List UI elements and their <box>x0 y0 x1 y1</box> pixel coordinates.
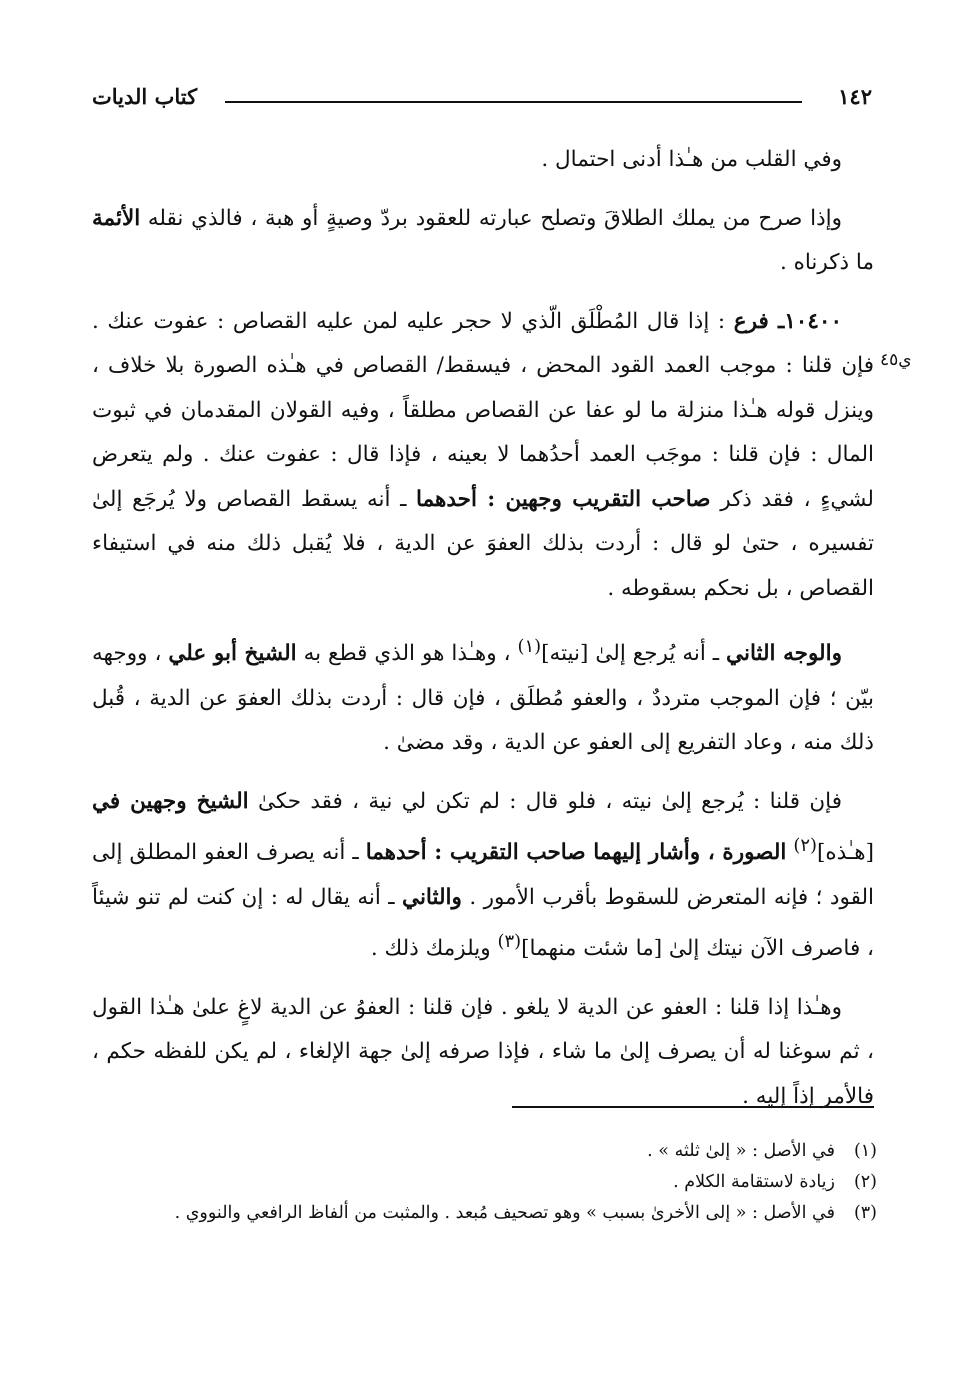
section-number: ١٠٤٠٠ـ فرع <box>733 308 842 334</box>
paragraph-6 <box>92 986 874 1120</box>
footnote-number: (١) <box>853 1141 877 1161</box>
paragraph-2-text-end: ما ذكرناه . <box>779 250 874 275</box>
paragraph-5-text: ـ أنه يقال له : إن كنت لم تنو شيئاً ، فاصرف الآن نيتك إلىٰ [ما شئت منهما] <box>92 884 874 962</box>
paragraph-1-text: وفي القلب من هـٰذا أدنى احتمال . <box>541 147 842 172</box>
footnote-number: (٣) <box>853 1203 877 1223</box>
bold-term: الأئمة <box>92 205 141 231</box>
paragraph-5 <box>92 780 874 972</box>
paragraph-3 <box>92 300 874 612</box>
paragraph-1 <box>92 138 874 183</box>
footnotes <box>92 1136 877 1229</box>
paragraph-5-text: [هـٰذه] <box>817 840 874 866</box>
margin-page-reference: ي٤٥ <box>880 350 912 370</box>
main-text <box>92 138 874 1133</box>
footnote-text: في الأصل : « إلى الأخرىٰ بسبب » وهو تصحيف مُبعد . والمثبت من ألفاظ الرافعي والنووي . <box>174 1203 835 1223</box>
page-header <box>92 82 872 122</box>
bold-term: والوجه الثاني <box>726 641 842 667</box>
paragraph-4-text: ، وهـٰذا هو الذي قطع به <box>303 641 511 667</box>
paragraph-4-text-end: ، ووجهه بيّن ؛ فإن الموجب مترددٌ ، والعفو مُطلَق ، فإن قال : أردت بذلك العفوَ عن الدية ، قُبل ذلك منه ، وعاد التفريع إلى العفو عن الدية ، وقد مضىٰ . <box>92 641 874 756</box>
bold-term: صاحب التقريب وجهين : أحدهما <box>416 486 711 512</box>
paragraph-2 <box>92 197 874 286</box>
footnote <box>92 1136 877 1167</box>
paragraph-5-text-end: ويلزمك ذلك . <box>370 936 491 962</box>
header-rule <box>225 101 802 103</box>
bold-term: الصورة ، وأشار إليهما صاحب التقريب : أحدهما <box>365 840 787 866</box>
footnote-text: زيادة لاستقامة الكلام . <box>673 1172 835 1192</box>
footnote-ref: (٢) <box>793 835 818 857</box>
footnote-number: (٢) <box>853 1172 877 1192</box>
paragraph-5-text: ـ أنه يصرف العفو المطلق إلى القود ؛ فإنه المتعرض للسقوط بأقرب الأمور . <box>92 840 874 910</box>
footnote <box>92 1167 877 1198</box>
footnote <box>92 1198 877 1229</box>
paragraph-3-text-end: ـ أنه يسقط القصاص ولا يُرجَع إلىٰ تفسيره ، حتىٰ لو قال : أردت بذلك العفوَ عن الدية ، فلا يُقبل ذلك منه في استيفاء القصاص ، بل نحكم بسقوطه . <box>92 486 874 601</box>
bold-term: والثاني <box>402 884 462 910</box>
paragraph-2-text: وإذا صرح من يملك الطلاقَ وتصلح عبارته للعقود بردّ وصيةٍ أو هبة ، فالذي نقله <box>147 205 842 231</box>
paragraph-6-text: وهـٰذا إذا قلنا : العفو عن الدية لا يلغو . فإن قلنا : العفوُ عن الدية لاغٍ علىٰ هـٰذا القول ، ثم سوغنا له أن يصرف إلىٰ ما شاء ، فإذا صرفه إلىٰ جهة الإلغاء ، لم يكن للفظه حكم ، فالأمر إذاً إليه . <box>92 994 874 1109</box>
book-title: كتاب الديات <box>92 84 198 109</box>
page-number: ١٤٢ <box>838 84 872 109</box>
paragraph-5-text: فإن قلنا : يُرجع إلىٰ نيته ، فلو قال : لم تكن لي نية ، فقد حكىٰ <box>257 788 842 814</box>
footnote-text: في الأصل : « إلىٰ ثلثه » . <box>647 1141 835 1161</box>
paragraph-4-text: ـ أنه يُرجع إلىٰ [نيته] <box>541 641 720 667</box>
paragraph-4 <box>92 625 874 766</box>
footnote-divider <box>512 1106 874 1108</box>
footnote-ref: (١) <box>517 636 542 657</box>
footnote-ref: (٣) <box>497 931 522 953</box>
paragraph-3-text: : إذا قال المُطْلَق الّذي لا حجر عليه لمن عليه القصاص : عفوت عنك . فإن قلنا : موجب العمد القود المحض ، فيسقط/ القصاص في هـٰذه الصورة بلا خلاف ، وينزل قوله هـٰذا منزلة ما لو عفا عن القصاص مطلقاً ، وفيه القولان المقدمان في ثبوت المال : فإن قلنا : موجَب العمد أحدُهما لا بعينه ، فإذا قال : عفوت عنك . ولم يتعرض لشيءٍ ، فقد ذكر <box>92 308 874 512</box>
bold-term: الشيخ أبو علي <box>168 641 297 667</box>
bold-term: الشيخ وجهين في <box>92 788 249 814</box>
